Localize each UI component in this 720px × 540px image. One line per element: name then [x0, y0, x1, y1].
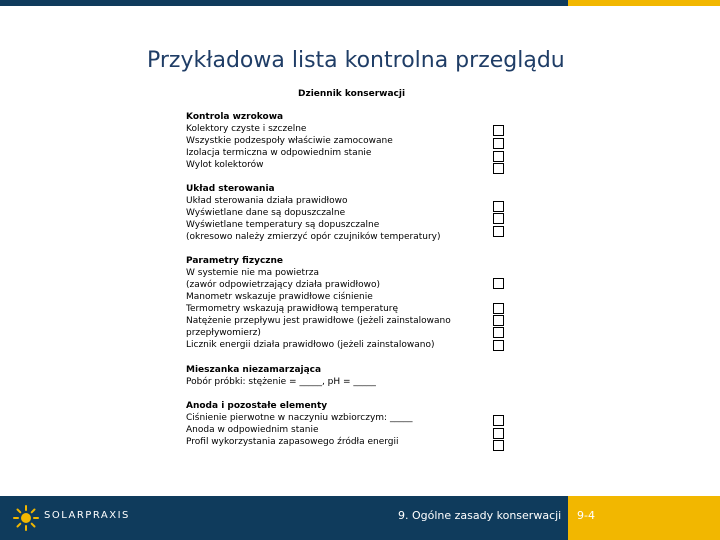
top-bar-accent [568, 0, 720, 6]
checkbox-icon[interactable] [493, 315, 504, 326]
checklist-item: Kolektory czyste i szczelne [186, 124, 307, 134]
checklist-item: Manometr wskazuje prawidłowe ciśnienie [186, 292, 373, 302]
section-heading: Układ sterowania [186, 184, 275, 194]
page-subtitle: Dziennik konserwacji [298, 89, 406, 99]
checklist-item: Anoda w odpowiednim stanie [186, 425, 319, 435]
checkbox-icon[interactable] [493, 138, 504, 149]
section-control-system [186, 183, 441, 243]
checklist-item: Wszystkie podzespoły właściwie zamocowane [186, 136, 393, 146]
checkbox-icon[interactable] [493, 303, 504, 314]
checkbox-icon[interactable] [493, 327, 504, 338]
checkbox-icon[interactable] [493, 415, 504, 426]
checkbox-icon[interactable] [493, 278, 504, 289]
checkbox-icon[interactable] [493, 440, 504, 451]
checkbox-icon[interactable] [493, 428, 504, 439]
page-title: Przykładowa lista kontrolna przeglądu [147, 48, 565, 73]
checklist-item: Natężenie przepływu jest prawidłowe (jeżeli zainstalowano [186, 316, 451, 326]
checklist-item: Wyświetlane dane są dopuszczalne [186, 208, 346, 218]
section-heading: Anoda i pozostałe elementy [186, 401, 328, 411]
checklist-item: (okresowo należy zmierzyć opór czujników temperatury) [186, 232, 441, 242]
brand-name: SOLARPRAXIS [44, 510, 130, 521]
section-physical-parameters [186, 255, 451, 351]
checkbox-icon[interactable] [493, 226, 504, 237]
checkbox-icon[interactable] [493, 213, 504, 224]
checkbox-icon[interactable] [493, 125, 504, 136]
checklist-item: Ciśnienie pierwotne w naczyniu wzbiorczym: _____ [186, 413, 413, 423]
top-bar [0, 0, 568, 6]
checkbox-icon[interactable] [493, 151, 504, 162]
checklist-item: przepływomierz) [186, 328, 261, 338]
checklist-item: (zawór odpowietrzający działa prawidłowo) [186, 280, 380, 290]
section-visual-inspection [186, 111, 393, 171]
checkbox-icon[interactable] [493, 163, 504, 174]
section-anode [186, 400, 412, 448]
section-heading: Mieszanka niezamarzająca [186, 365, 322, 375]
footer-section-title: 9. Ogólne zasady konserwacji [398, 509, 562, 522]
section-heading: Parametry fizyczne [186, 256, 284, 266]
page-number: 9-4 [577, 509, 595, 522]
checklist-item: Izolacja termiczna w odpowiednim stanie [186, 148, 372, 158]
checkbox-icon[interactable] [493, 340, 504, 351]
checklist-item: Profil wykorzystania zapasowego źródła energii [186, 437, 399, 447]
checklist-item: W systemie nie ma powietrza [186, 268, 320, 278]
checklist-item: Wyświetlane temperatury są dopuszczalne [186, 220, 380, 230]
checklist-item: Pobór próbki: stężenie = _____, pH = _____ [186, 377, 376, 387]
checklist-item: Wylot kolektorów [186, 160, 264, 170]
checklist-item: Układ sterowania działa prawidłowo [186, 196, 348, 206]
checklist-item: Licznik energii działa prawidłowo (jeżeli zainstalowano) [186, 340, 435, 350]
section-heading: Kontrola wzrokowa [186, 112, 284, 122]
section-antifreeze [186, 364, 376, 388]
checklist-item: Termometry wskazują prawidłową temperaturę [186, 304, 399, 314]
sun-logo-icon [12, 504, 40, 532]
checkbox-icon[interactable] [493, 201, 504, 212]
